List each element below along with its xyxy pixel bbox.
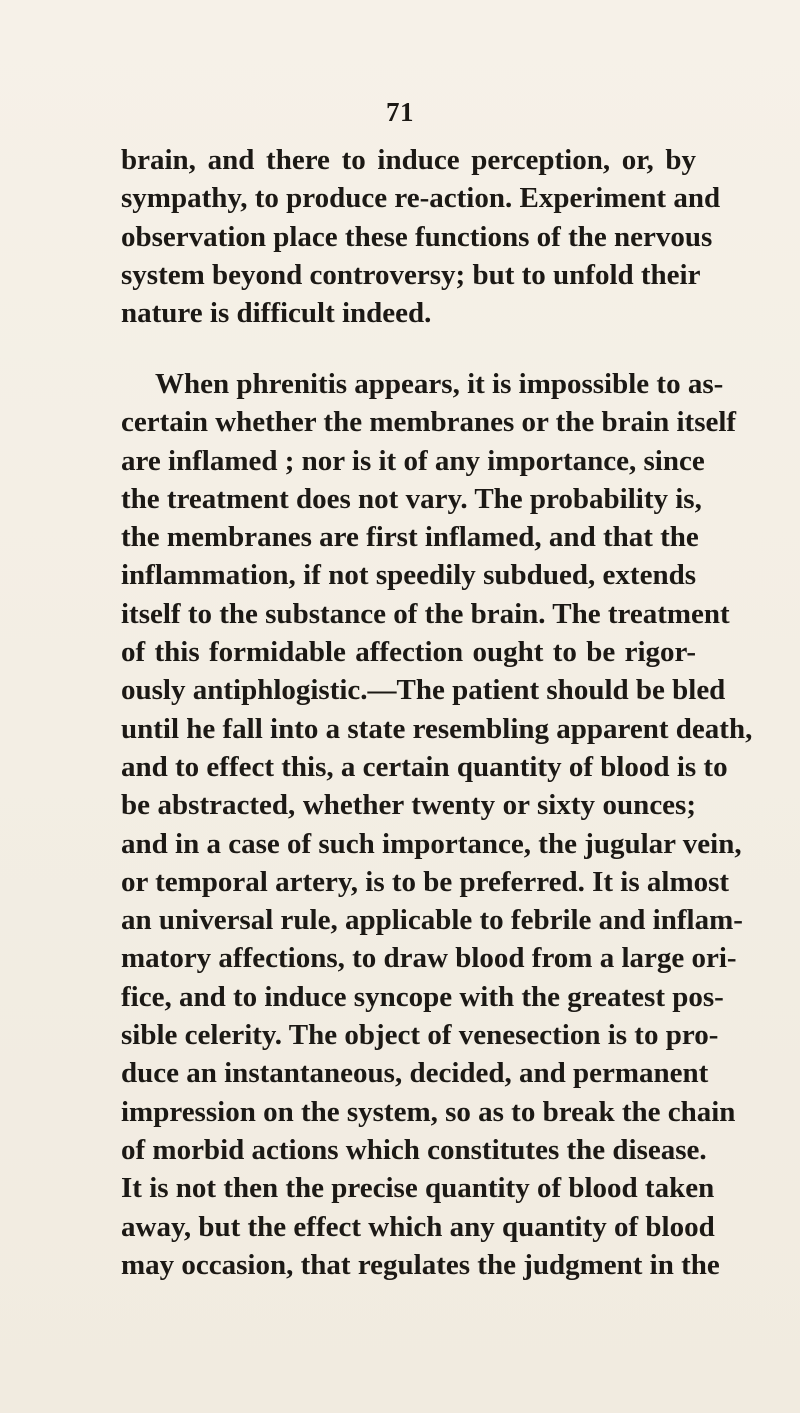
text-line: away, but the effect which any quantity of blood — [121, 1210, 715, 1243]
text-line: itself to the substance of the brain. The treatment — [121, 597, 730, 630]
text-line: inflammation, if not speedily subdued, extends — [121, 559, 696, 592]
text-line: the treatment does not vary. The probability is, — [121, 482, 702, 515]
text-line: the membranes are first inflamed, and that the — [121, 521, 699, 554]
text-line: duce an instantaneous, decided, and permanent — [121, 1057, 709, 1090]
page-number: 71 — [386, 97, 414, 127]
text-line: and to effect this, a certain quantity of blood is to — [121, 750, 728, 783]
text-line: until he fall into a state resembling apparent death, — [121, 712, 753, 745]
text-line: system beyond controversy; but to unfold their — [121, 258, 701, 291]
text-line: may occasion, that regulates the judgment in the — [121, 1248, 720, 1281]
text-line: fice, and to induce syncope with the greatest pos- — [121, 980, 724, 1013]
text-line: and in a case of such importance, the jugular vein, — [121, 827, 742, 860]
text-line: When phrenitis appears, it is impossible to as- — [155, 368, 724, 400]
text-line: certain whether the membranes or the brain itself — [121, 406, 737, 439]
text-line: observation place these functions of the nervous — [121, 220, 713, 253]
text-line: or temporal artery, is to be preferred. It is almost — [121, 865, 730, 898]
paragraph-1 — [121, 141, 721, 332]
text-line: be abstracted, whether twenty or sixty ounces; — [121, 789, 696, 822]
text-line: nature is difficult indeed. — [121, 297, 432, 330]
text-line: ously antiphlogistic.—The patient should be bled — [121, 674, 726, 707]
text-line: sympathy, to produce re-action. Experiment and — [121, 182, 721, 215]
text-line: of this formidable affection ought to be rigor- — [121, 636, 696, 669]
text-line: matory affections, to draw blood from a large ori- — [121, 942, 737, 975]
text-line: sible celerity. The object of venesection is to pro- — [121, 1019, 719, 1052]
text-line: It is not then the precise quantity of blood taken — [121, 1172, 715, 1205]
text-line: an universal rule, applicable to febrile and inflam- — [121, 904, 743, 937]
text-line: of morbid actions which constitutes the disease. — [121, 1133, 707, 1166]
text-line: brain, and there to induce perception, or, by — [121, 144, 696, 176]
text-line: are inflamed ; nor is it of any importance, since — [121, 444, 705, 477]
text-line: impression on the system, so as to break the chain — [121, 1095, 736, 1128]
paragraph-2 — [121, 365, 753, 1284]
